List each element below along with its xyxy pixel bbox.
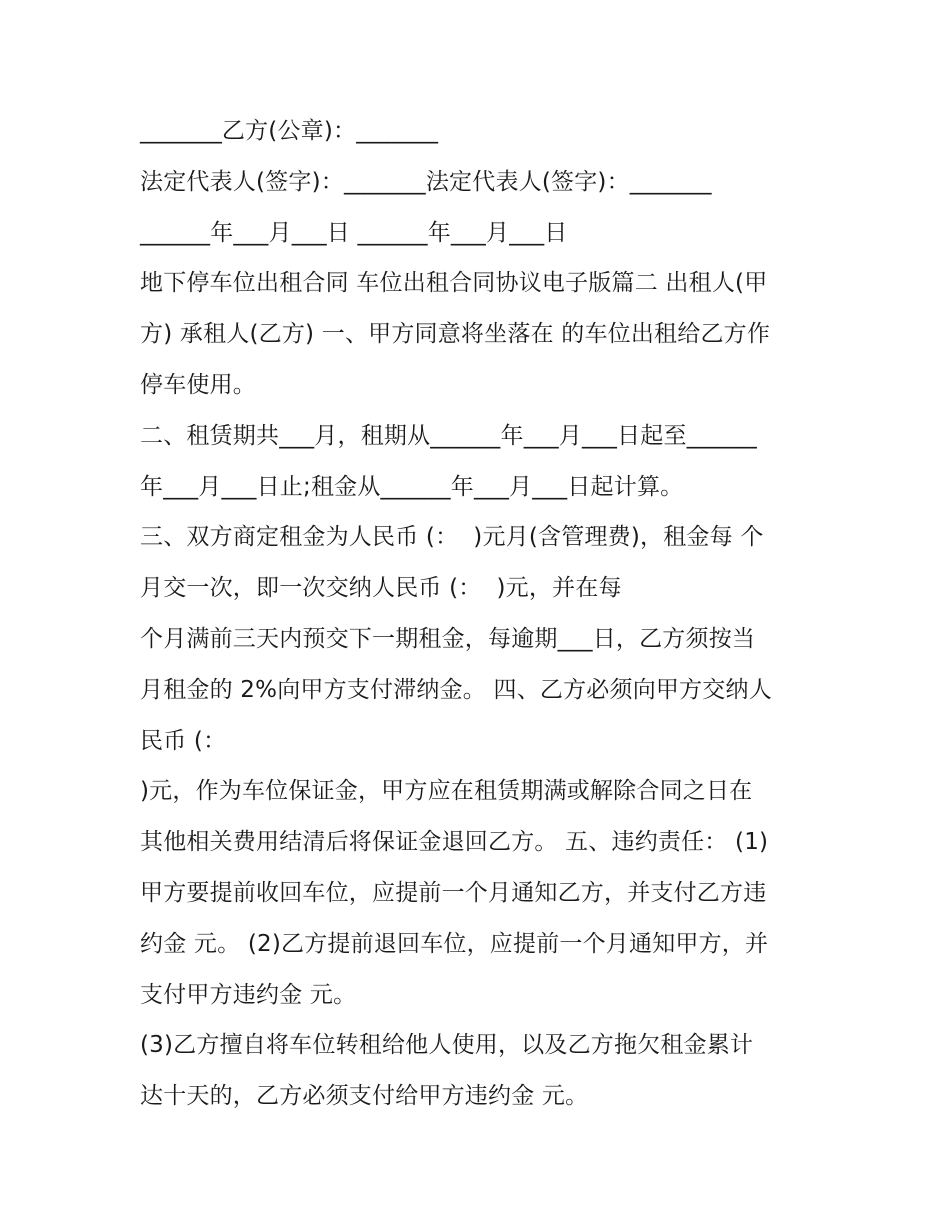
paragraph-line: 停车使用。: [140, 372, 256, 398]
paragraph-line: 支付甲方违约金 元。: [140, 982, 357, 1008]
paragraph-line: 地下停车位出租合同 车位出租合同协议电子版篇二 出租人(甲: [140, 270, 768, 296]
paragraph-line: 二、租赁期共___月，租期从______年___月___日起至______: [140, 423, 757, 449]
paragraph-line: 其他相关费用结清后将保证金退回乙方。 五、违约责任： (1): [140, 829, 769, 855]
paragraph-line: )元，作为车位保证金，甲方应在租赁期满或解除合同之日在: [140, 778, 753, 804]
paragraph-line: 三、双方商定租金为人民币 (： )元月(含管理费)，租金每 个: [140, 524, 764, 550]
paragraph-line: 年___月___日止;租金从______年___月___日起计算。: [140, 474, 684, 500]
paragraph-line: 达十天的，乙方必须支付给甲方违约金 元。: [140, 1083, 589, 1109]
paragraph-line: 月租金的 2%向甲方支付滞纳金。 四、乙方必须向甲方交纳人: [140, 677, 772, 703]
signature-line-legal-representatives: 法定代表人(签字)：_______法定代表人(签字)：_______: [140, 169, 712, 195]
paragraph-line: 甲方要提前收回车位，应提前一个月通知乙方，并支付乙方违: [140, 880, 767, 906]
paragraph-line: 个月满前三天内预交下一期租金，每逾期___日，乙方须按当: [140, 626, 756, 652]
paragraph-line: 民币 (：: [140, 728, 227, 754]
signature-date-line: ______年___月___日 ______年___月___日: [140, 220, 568, 246]
signature-line-party-b-seal: _______乙方(公章)：_______: [140, 118, 439, 144]
paragraph-line: (3)乙方擅自将车位转租给他人使用，以及乙方拖欠租金累计: [140, 1032, 754, 1058]
paragraph-line: 月交一次，即一次交纳人民币 (： )元，并在每: [140, 575, 622, 601]
paragraph-line: 约金 元。 (2)乙方提前退回车位，应提前一个月通知甲方，并: [140, 931, 769, 957]
paragraph-line: 方) 承租人(乙方) 一、甲方同意将坐落在 的车位出租给乙方作: [140, 321, 771, 347]
